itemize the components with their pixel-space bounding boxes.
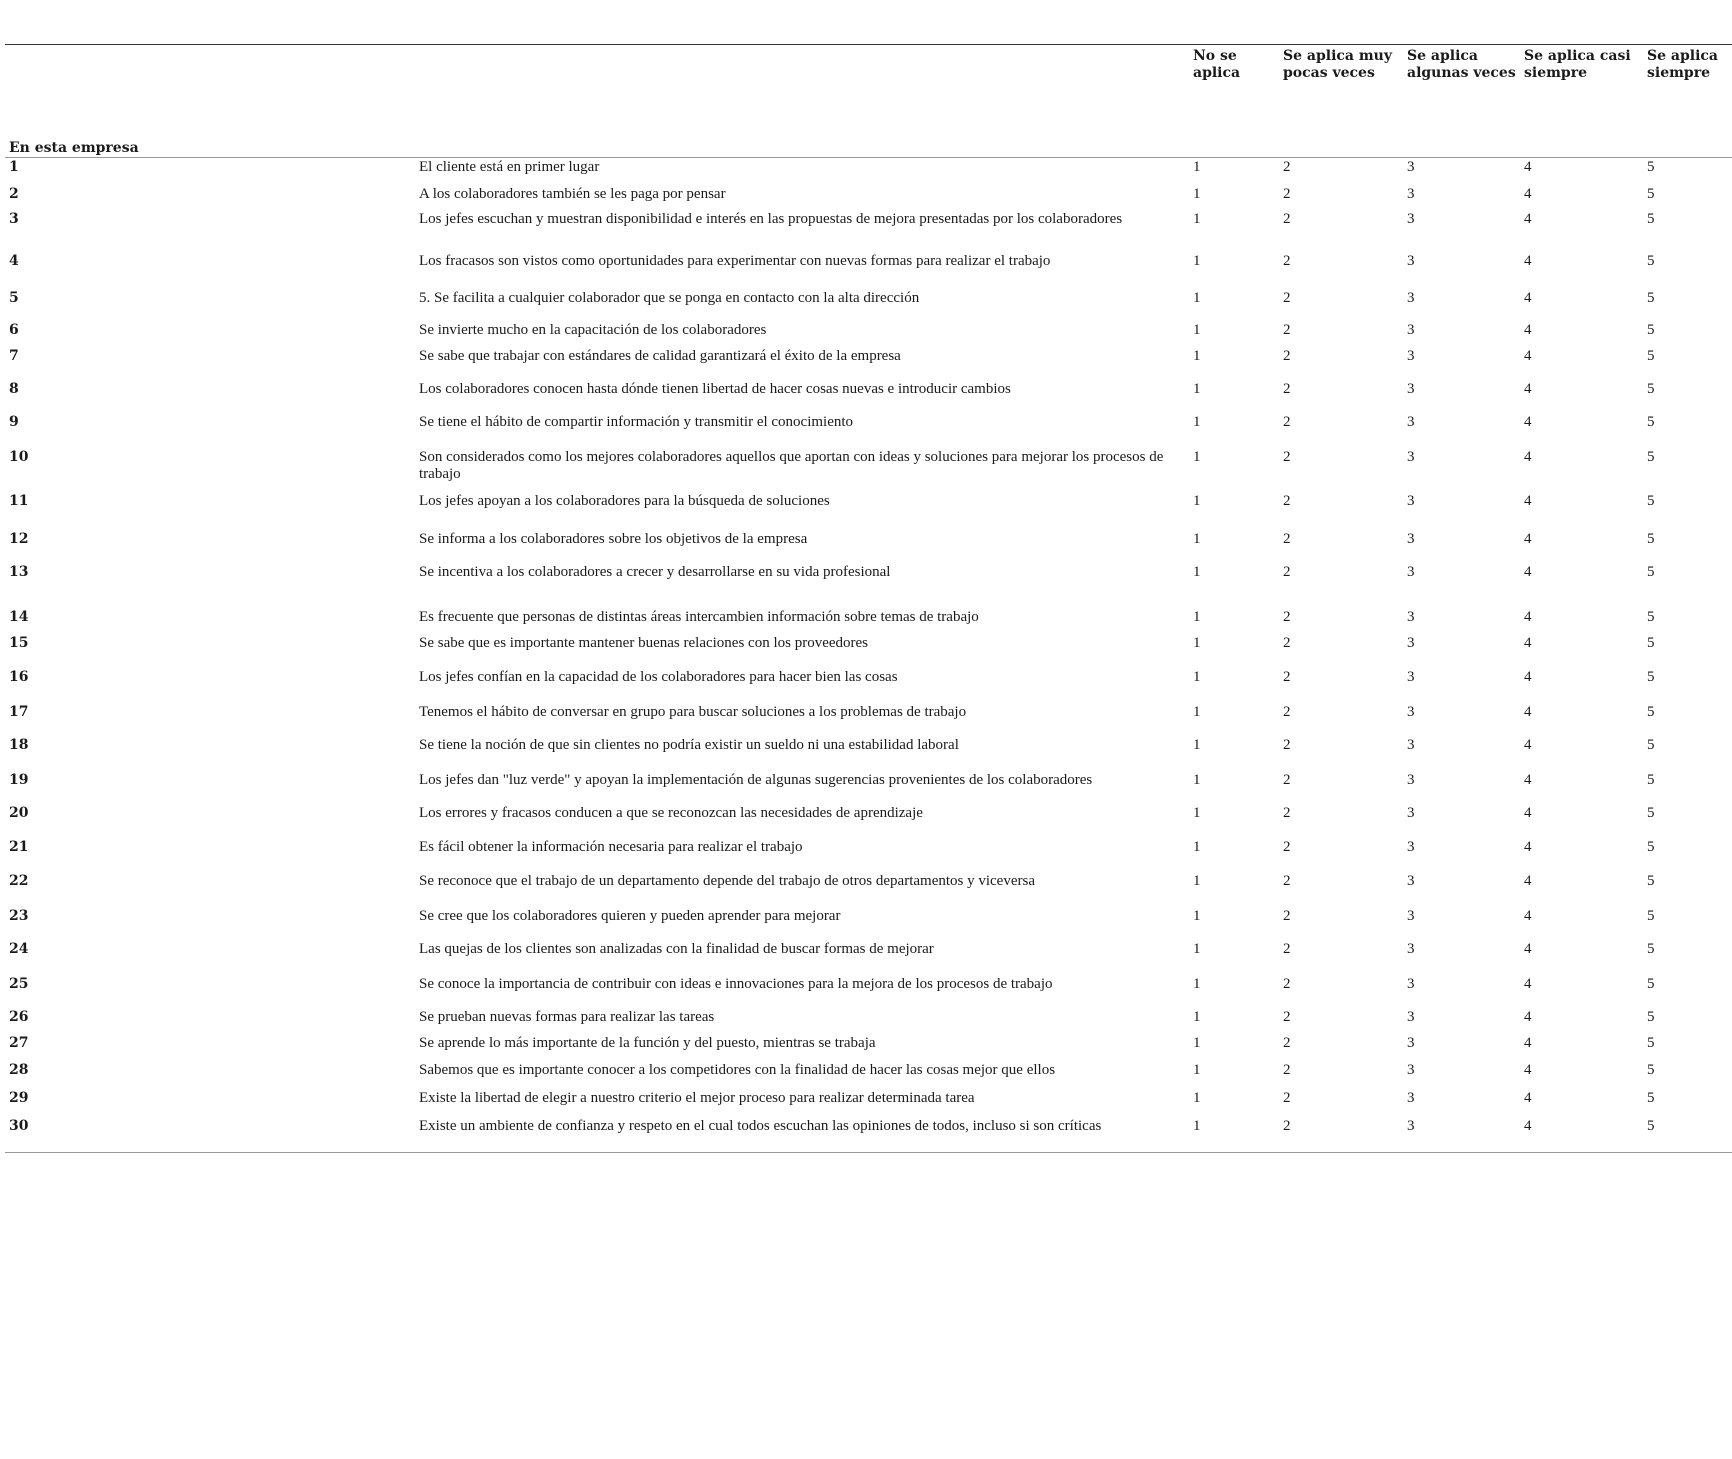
item-statement: Sabemos que es importante conocer a los competidores con la finalidad de hacer las cosas mejor que ellos (419, 1061, 1056, 1078)
value-casi-siempre: 4 (1524, 289, 1532, 306)
value-siempre: 5 (1647, 804, 1655, 821)
value-muy-pocas-veces: 2 (1279, 1117, 1403, 1153)
value-algunas-veces: 3 (1407, 634, 1415, 651)
header-empty-number (5, 45, 415, 141)
value-siempre: 5 (1647, 321, 1655, 338)
value-casi-siempre: 4 (1524, 872, 1532, 889)
value-siempre: 5 (1647, 975, 1655, 992)
value-casi-siempre: 4 (1520, 1117, 1643, 1153)
item-statement: Se sabe que es importante mantener buenas relaciones con los proveedores (419, 634, 869, 651)
item-statement: Se incentiva a los colaboradores a crecer y desarrollarse en su vida profesional (419, 563, 891, 580)
table-row (5, 347, 1732, 380)
item-statement: Se prueban nuevas formas para realizar las tareas (419, 1008, 715, 1025)
item-number: 16 (9, 668, 29, 685)
item-number: 24 (9, 940, 29, 957)
value-muy-pocas-veces: 2 (1283, 492, 1291, 509)
item-number: 19 (9, 771, 29, 788)
table-row (5, 838, 1732, 872)
value-muy-pocas-veces: 2 (1283, 347, 1291, 364)
value-casi-siempre: 4 (1524, 1008, 1532, 1025)
value-casi-siempre: 4 (1524, 530, 1532, 547)
item-statement: Se tiene la noción de que sin clientes no podría existir un sueldo ni una estabilidad laboral (419, 736, 959, 753)
item-statement: El cliente está en primer lugar (419, 159, 600, 175)
table-row (5, 907, 1732, 940)
item-number: 20 (9, 804, 29, 821)
item-number: 17 (9, 703, 29, 720)
value-no-se-aplica: 1 (1193, 185, 1201, 202)
value-no-se-aplica: 1 (1193, 347, 1201, 364)
value-casi-siempre: 4 (1524, 975, 1532, 992)
value-algunas-veces: 3 (1407, 608, 1415, 625)
value-siempre: 5 (1647, 940, 1655, 957)
item-statement: Existe la libertad de elegir a nuestro criterio el mejor proceso para realizar determinada tarea (419, 1089, 975, 1106)
value-siempre: 5 (1647, 1008, 1655, 1025)
value-casi-siempre: 4 (1524, 804, 1532, 821)
value-siempre: 5 (1647, 448, 1655, 465)
value-no-se-aplica: 1 (1193, 563, 1201, 580)
value-muy-pocas-veces: 2 (1283, 448, 1291, 465)
header-siempre: Se aplica siempre (1647, 48, 1718, 81)
table-row (5, 975, 1732, 1008)
item-number: 30 (5, 1117, 415, 1153)
value-algunas-veces: 3 (1407, 185, 1415, 202)
value-casi-siempre: 4 (1524, 608, 1532, 625)
value-algunas-veces: 3 (1407, 1034, 1415, 1051)
value-no-se-aplica: 1 (1193, 872, 1201, 889)
table-row (5, 804, 1732, 838)
value-no-se-aplica: 1 (1193, 804, 1201, 821)
header-empty-statement (415, 45, 1189, 141)
item-number: 27 (9, 1034, 29, 1051)
value-siempre: 5 (1647, 210, 1655, 227)
item-statement: Los jefes escuchan y muestran disponibilidad e interés en las propuestas de mejora presentadas por los colaboradores (419, 210, 1123, 227)
header-muy-pocas-veces: Se aplica muy pocas veces (1283, 48, 1392, 81)
value-no-se-aplica: 1 (1193, 634, 1201, 651)
value-no-se-aplica: 1 (1193, 838, 1201, 855)
value-algunas-veces: 3 (1407, 668, 1415, 685)
value-algunas-veces: 3 (1407, 1008, 1415, 1025)
table-row (5, 380, 1732, 413)
item-number: 28 (9, 1061, 29, 1078)
value-no-se-aplica: 1 (1193, 771, 1201, 788)
value-casi-siempre: 4 (1524, 413, 1532, 430)
item-statement: Es frecuente que personas de distintas áreas intercambien información sobre temas de trabajo (419, 608, 979, 625)
value-siempre: 5 (1647, 872, 1655, 889)
value-casi-siempre: 4 (1524, 210, 1532, 227)
value-siempre: 5 (1647, 1061, 1655, 1078)
value-no-se-aplica: 1 (1193, 703, 1201, 720)
value-muy-pocas-veces: 2 (1283, 736, 1291, 753)
survey-table (5, 44, 1732, 1153)
value-algunas-veces: 3 (1407, 1061, 1415, 1078)
value-muy-pocas-veces: 2 (1283, 563, 1291, 580)
value-casi-siempre: 4 (1524, 736, 1532, 753)
item-number: 12 (9, 530, 29, 547)
value-siempre: 5 (1647, 252, 1655, 269)
item-statement: Se sabe que trabajar con estándares de calidad garantizará el éxito de la empresa (419, 347, 901, 364)
table-row (5, 210, 1732, 252)
value-casi-siempre: 4 (1524, 668, 1532, 685)
value-muy-pocas-veces: 2 (1283, 1089, 1291, 1106)
table-row (5, 321, 1732, 347)
value-algunas-veces: 3 (1407, 838, 1415, 855)
value-algunas-veces: 3 (1407, 563, 1415, 580)
value-algunas-veces: 3 (1407, 530, 1415, 547)
value-algunas-veces: 3 (1407, 703, 1415, 720)
value-siempre: 5 (1647, 907, 1655, 924)
item-number: 11 (9, 492, 29, 509)
value-muy-pocas-veces: 2 (1283, 838, 1291, 855)
table-row (5, 634, 1732, 668)
value-casi-siempre: 4 (1524, 1089, 1532, 1106)
value-siempre: 5 (1647, 347, 1655, 364)
value-casi-siempre: 4 (1524, 771, 1532, 788)
value-no-se-aplica: 1 (1193, 321, 1201, 338)
value-siempre: 5 (1647, 159, 1655, 175)
value-no-se-aplica: 1 (1193, 448, 1201, 465)
value-casi-siempre: 4 (1524, 380, 1532, 397)
item-statement: Existe un ambiente de confianza y respeto en el cual todos escuchan las opiniones de todos, incluso si son críticas (415, 1117, 1189, 1153)
value-no-se-aplica: 1 (1193, 1089, 1201, 1106)
table-row (5, 185, 1732, 210)
value-muy-pocas-veces: 2 (1283, 668, 1291, 685)
value-casi-siempre: 4 (1524, 448, 1532, 465)
item-statement: Se cree que los colaboradores quieren y pueden aprender para mejorar (419, 907, 841, 924)
header-casi-siempre: Se aplica casi siempre (1524, 48, 1631, 81)
table-row (5, 703, 1732, 736)
table-row (5, 448, 1732, 492)
value-casi-siempre: 4 (1524, 703, 1532, 720)
value-muy-pocas-veces: 2 (1283, 608, 1291, 625)
item-statement: A los colaboradores también se les paga por pensar (419, 185, 726, 202)
value-muy-pocas-veces: 2 (1283, 1034, 1291, 1051)
value-muy-pocas-veces: 2 (1283, 289, 1291, 306)
item-statement: Los jefes dan "luz verde" y apoyan la implementación de algunas sugerencias provenientes de los colaboradores (419, 771, 1093, 788)
value-no-se-aplica: 1 (1193, 252, 1201, 269)
item-number: 29 (9, 1089, 29, 1106)
item-statement: Los fracasos son vistos como oportunidades para experimentar con nuevas formas para realizar el trabajo (419, 252, 1051, 269)
value-algunas-veces: 3 (1407, 940, 1415, 957)
item-statement: Se conoce la importancia de contribuir con ideas e innovaciones para la mejora de los procesos de trabajo (419, 975, 1053, 992)
item-number: 3 (9, 210, 19, 227)
item-number: 14 (9, 608, 29, 625)
value-no-se-aplica: 1 (1193, 492, 1201, 509)
value-casi-siempre: 4 (1524, 838, 1532, 855)
table-row (5, 1034, 1732, 1061)
item-statement: Es fácil obtener la información necesaria para realizar el trabajo (419, 838, 803, 855)
value-algunas-veces: 3 (1407, 380, 1415, 397)
value-siempre: 5 (1647, 530, 1655, 547)
value-muy-pocas-veces: 2 (1283, 252, 1291, 269)
value-siempre: 5 (1647, 185, 1655, 202)
value-siempre: 5 (1647, 771, 1655, 788)
table-row (5, 668, 1732, 703)
value-siempre: 5 (1647, 492, 1655, 509)
value-siempre: 5 (1647, 668, 1655, 685)
value-no-se-aplica: 1 (1193, 1061, 1201, 1078)
value-siempre: 5 (1647, 380, 1655, 397)
value-no-se-aplica: 1 (1193, 210, 1201, 227)
value-siempre: 5 (1647, 563, 1655, 580)
value-casi-siempre: 4 (1524, 321, 1532, 338)
value-siempre: 5 (1647, 703, 1655, 720)
item-statement: Son considerados como los mejores colaboradores aquellos que aportan con ideas y soluciones para mejorar los procesos de trabajo (419, 448, 1164, 482)
header-algunas-veces: Se aplica algunas veces (1407, 48, 1516, 81)
value-siempre: 5 (1647, 634, 1655, 651)
value-algunas-veces: 3 (1407, 347, 1415, 364)
item-number: 21 (9, 838, 29, 855)
table-row (5, 1061, 1732, 1089)
value-no-se-aplica: 1 (1193, 159, 1201, 175)
table-row (5, 289, 1732, 321)
value-no-se-aplica: 1 (1193, 380, 1201, 397)
value-algunas-veces: 3 (1407, 736, 1415, 753)
value-casi-siempre: 4 (1524, 347, 1532, 364)
item-statement: Los colaboradores conocen hasta dónde tienen libertad de hacer cosas nuevas e introducir cambios (419, 380, 1011, 397)
table-row (5, 608, 1732, 634)
value-casi-siempre: 4 (1524, 252, 1532, 269)
table-row (5, 530, 1732, 563)
table-row (5, 563, 1732, 608)
value-casi-siempre: 4 (1524, 159, 1532, 175)
value-no-se-aplica: 1 (1193, 940, 1201, 957)
item-number: 22 (9, 872, 29, 889)
value-no-se-aplica: 1 (1193, 907, 1201, 924)
value-muy-pocas-veces: 2 (1283, 907, 1291, 924)
value-siempre: 5 (1647, 289, 1655, 306)
value-siempre: 5 (1647, 1089, 1655, 1106)
value-algunas-veces: 3 (1407, 804, 1415, 821)
value-muy-pocas-veces: 2 (1283, 940, 1291, 957)
value-casi-siempre: 4 (1524, 940, 1532, 957)
table-row (5, 736, 1732, 771)
table-row (5, 158, 1732, 185)
value-siempre: 5 (1643, 1117, 1732, 1153)
value-no-se-aplica: 1 (1193, 668, 1201, 685)
value-casi-siempre: 4 (1524, 1061, 1532, 1078)
value-muy-pocas-veces: 2 (1283, 380, 1291, 397)
value-siempre: 5 (1647, 838, 1655, 855)
table-row (5, 1008, 1732, 1034)
item-number: 9 (9, 413, 19, 430)
value-algunas-veces: 3 (1407, 413, 1415, 430)
value-no-se-aplica: 1 (1193, 975, 1201, 992)
value-algunas-veces: 3 (1407, 448, 1415, 465)
value-muy-pocas-veces: 2 (1283, 159, 1291, 175)
item-statement: Las quejas de los clientes son analizadas con la finalidad de buscar formas de mejorar (419, 940, 934, 957)
value-algunas-veces: 3 (1407, 975, 1415, 992)
value-muy-pocas-veces: 2 (1283, 804, 1291, 821)
value-algunas-veces: 3 (1407, 492, 1415, 509)
item-statement: Los jefes confían en la capacidad de los colaboradores para hacer bien las cosas (419, 668, 898, 685)
item-statement: 5. Se facilita a cualquier colaborador que se ponga en contacto con la alta dirección (419, 289, 920, 306)
value-muy-pocas-veces: 2 (1283, 530, 1291, 547)
value-casi-siempre: 4 (1524, 563, 1532, 580)
item-statement: Se invierte mucho en la capacitación de los colaboradores (419, 321, 767, 338)
intro-label: En esta empresa (5, 140, 1732, 158)
header-row (5, 45, 1732, 141)
item-number: 26 (9, 1008, 29, 1025)
value-muy-pocas-veces: 2 (1283, 634, 1291, 651)
value-algunas-veces: 3 (1407, 321, 1415, 338)
value-muy-pocas-veces: 2 (1283, 771, 1291, 788)
table-row (5, 1117, 1732, 1153)
item-number: 6 (9, 321, 19, 338)
value-casi-siempre: 4 (1524, 492, 1532, 509)
item-number: 25 (9, 975, 29, 992)
value-muy-pocas-veces: 2 (1283, 872, 1291, 889)
item-number: 2 (9, 185, 19, 202)
value-casi-siempre: 4 (1524, 907, 1532, 924)
table-row (5, 1089, 1732, 1117)
item-number: 18 (9, 736, 29, 753)
survey-body (5, 158, 1732, 1153)
value-casi-siempre: 4 (1524, 634, 1532, 651)
value-siempre: 5 (1647, 608, 1655, 625)
value-muy-pocas-veces: 2 (1283, 185, 1291, 202)
value-no-se-aplica: 1 (1193, 413, 1201, 430)
value-algunas-veces: 3 (1403, 1117, 1520, 1153)
value-algunas-veces: 3 (1407, 907, 1415, 924)
value-siempre: 5 (1647, 736, 1655, 753)
item-number: 1 (9, 159, 19, 175)
header-no-se-aplica: No se aplica (1193, 48, 1241, 81)
value-muy-pocas-veces: 2 (1283, 1061, 1291, 1078)
value-no-se-aplica: 1 (1193, 608, 1201, 625)
value-algunas-veces: 3 (1407, 289, 1415, 306)
table-row (5, 492, 1732, 530)
item-number: 15 (9, 634, 29, 651)
item-statement: Se informa a los colaboradores sobre los objetivos de la empresa (419, 530, 808, 547)
value-algunas-veces: 3 (1407, 210, 1415, 227)
item-statement: Se tiene el hábito de compartir información y transmitir el conocimiento (419, 413, 854, 430)
value-algunas-veces: 3 (1407, 1089, 1415, 1106)
value-muy-pocas-veces: 2 (1283, 210, 1291, 227)
value-siempre: 5 (1647, 413, 1655, 430)
value-muy-pocas-veces: 2 (1283, 703, 1291, 720)
value-siempre: 5 (1647, 1034, 1655, 1051)
item-number: 4 (9, 252, 19, 269)
table-row (5, 872, 1732, 907)
item-statement: Se reconoce que el trabajo de un departamento depende del trabajo de otros departamentos y viceversa (419, 872, 1035, 889)
item-statement: Los jefes apoyan a los colaboradores para la búsqueda de soluciones (419, 492, 830, 509)
value-no-se-aplica: 1 (1193, 1008, 1201, 1025)
intro-row (5, 140, 1732, 158)
item-number: 8 (9, 380, 19, 397)
table-row (5, 413, 1732, 448)
value-algunas-veces: 3 (1407, 252, 1415, 269)
value-no-se-aplica: 1 (1193, 289, 1201, 306)
table-row (5, 940, 1732, 975)
value-no-se-aplica: 1 (1193, 530, 1201, 547)
value-algunas-veces: 3 (1407, 771, 1415, 788)
value-casi-siempre: 4 (1524, 1034, 1532, 1051)
item-number: 7 (9, 347, 19, 364)
value-no-se-aplica: 1 (1189, 1117, 1279, 1153)
table-row (5, 252, 1732, 289)
value-algunas-veces: 3 (1407, 159, 1415, 175)
item-statement: Tenemos el hábito de conversar en grupo para buscar soluciones a los problemas de trabajo (419, 703, 967, 720)
item-number: 10 (9, 448, 29, 465)
value-algunas-veces: 3 (1407, 872, 1415, 889)
item-statement: Los errores y fracasos conducen a que se reconozcan las necesidades de aprendizaje (419, 804, 923, 821)
table-row (5, 771, 1732, 804)
item-number: 23 (9, 907, 29, 924)
value-casi-siempre: 4 (1524, 185, 1532, 202)
item-number: 5 (9, 289, 19, 306)
value-muy-pocas-veces: 2 (1283, 1008, 1291, 1025)
value-no-se-aplica: 1 (1193, 736, 1201, 753)
value-muy-pocas-veces: 2 (1283, 413, 1291, 430)
value-muy-pocas-veces: 2 (1283, 975, 1291, 992)
item-number: 13 (9, 563, 29, 580)
value-muy-pocas-veces: 2 (1283, 321, 1291, 338)
value-no-se-aplica: 1 (1193, 1034, 1201, 1051)
item-statement: Se aprende lo más importante de la función y del puesto, mientras se trabaja (419, 1034, 876, 1051)
